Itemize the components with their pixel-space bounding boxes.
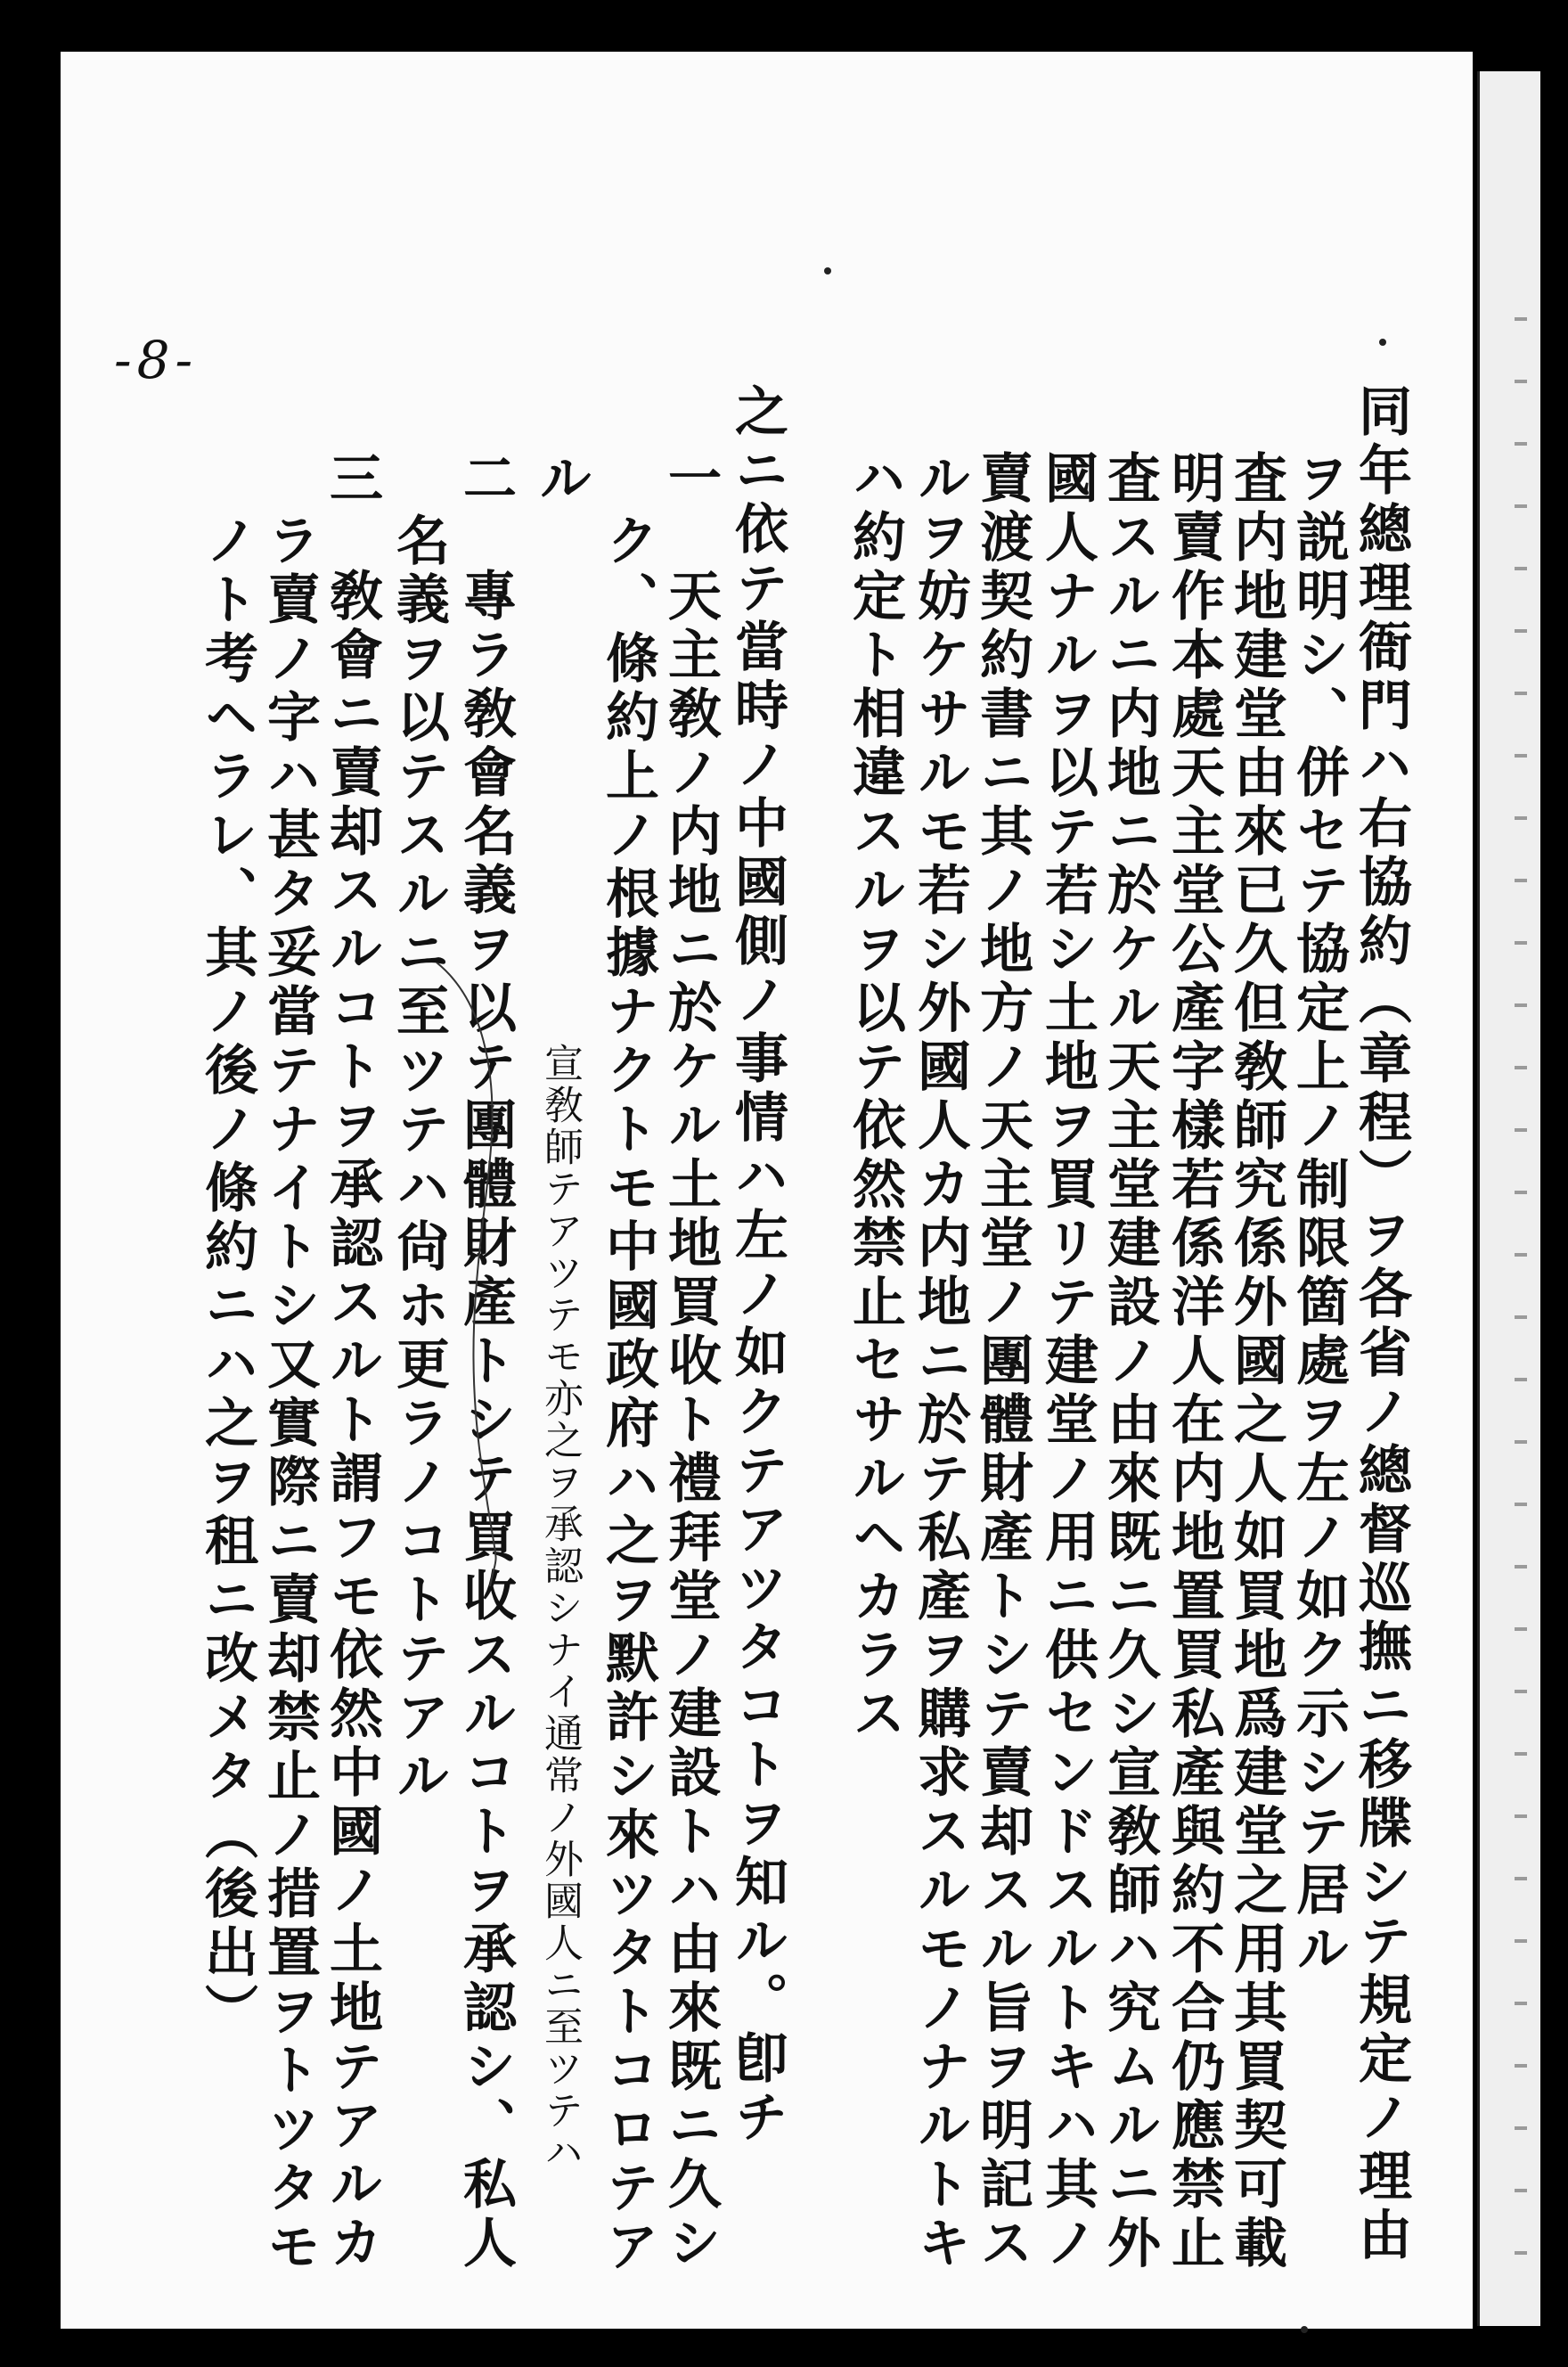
text-column: 名義ヲ以テスルニ至ツテハ尙ホ更ラノコトテアル bbox=[388, 512, 450, 1806]
text-column: ルヲ妨ケサルモ若シ外國人カ内地ニ於テ私產ヲ購求スルモノナルトキ bbox=[909, 450, 971, 2273]
text-column: 一 天主敎ノ内地ニ於ケル土地買收ト禮拜堂ノ建設トハ由來既ニ久シ bbox=[659, 450, 722, 2273]
text-column: ハ約定ト相違スルヲ以テ依然禁止セサルヘカラス bbox=[844, 450, 906, 1744]
text-column: 之ニ依テ當時ノ中國側ノ事情ハ左ノ如クテアツタコトヲ知ル。卽チ bbox=[726, 383, 788, 2148]
text-column: 査スルニ内地ニ於ケル天主堂建設ノ由來既ニ久シ宣敎師ハ究ムルニ外 bbox=[1098, 450, 1161, 2273]
text-column: 三 敎會ニ賣却スルコトヲ承認スルト謂フモ依然中國ノ土地テアルカ bbox=[321, 450, 383, 2273]
text-column: 明賣作本處天主堂公產字樣若係洋人在内地置買私產與約不合仍應禁止 bbox=[1163, 450, 1225, 2273]
pencil-mark bbox=[428, 962, 508, 1586]
text-column: 賣渡契約書ニ其ノ地方ノ天主堂ノ團體財產トシテ賣却スル旨ヲ明記ス bbox=[971, 450, 1033, 2273]
text-column: ク、條約上ノ根據ナクトモ中國政府ハ之ヲ默許シ來ツタトコロテア bbox=[597, 512, 659, 2277]
text-column: ヲ説明シ、併セテ協定上ノ制限箇處ヲ左ノ如ク示シテ居ル bbox=[1287, 450, 1350, 1979]
speck bbox=[824, 267, 831, 274]
text-column: 二 專ラ敎會名義ヲ以テ團體財產トシテ買收スルコトヲ承認シ、私人 bbox=[454, 450, 517, 2273]
adjacent-page-edge bbox=[1477, 71, 1540, 2326]
speck bbox=[1301, 2326, 1308, 2333]
text-column: 査内地建堂由來已久但敎師究係外國之人如買地爲建堂之用其買契可載 bbox=[1225, 450, 1287, 2273]
adjacent-page-text-traces bbox=[1515, 294, 1527, 2255]
page-number: -8- bbox=[114, 330, 199, 390]
text-column: 同年總理衙門ハ右協約（章程）ヲ各省ノ總督巡撫ニ移牒シテ規定ノ理由 bbox=[1350, 383, 1412, 2265]
text-column: ル bbox=[530, 450, 592, 509]
text-column: 國人ナルヲ以テ若シ土地ヲ買リテ建堂ノ用ニ供センドスルトキハ其ノ bbox=[1036, 450, 1098, 2273]
annotation-column: 宣敎師テアツテモ亦之ヲ承認シナイ通常ノ外國人ニ至ツテハ bbox=[537, 1043, 583, 2174]
speck bbox=[1379, 339, 1386, 346]
text-column: ノト考ヘラレ、其ノ後ノ條約ニハ之ヲ租ニ改メタ（後出） bbox=[196, 512, 258, 2042]
text-column: ラ賣ノ字ハ甚タ妥當テナイトシ又實際ニ賣却禁止ノ措置ヲトツタモ bbox=[258, 512, 321, 2277]
